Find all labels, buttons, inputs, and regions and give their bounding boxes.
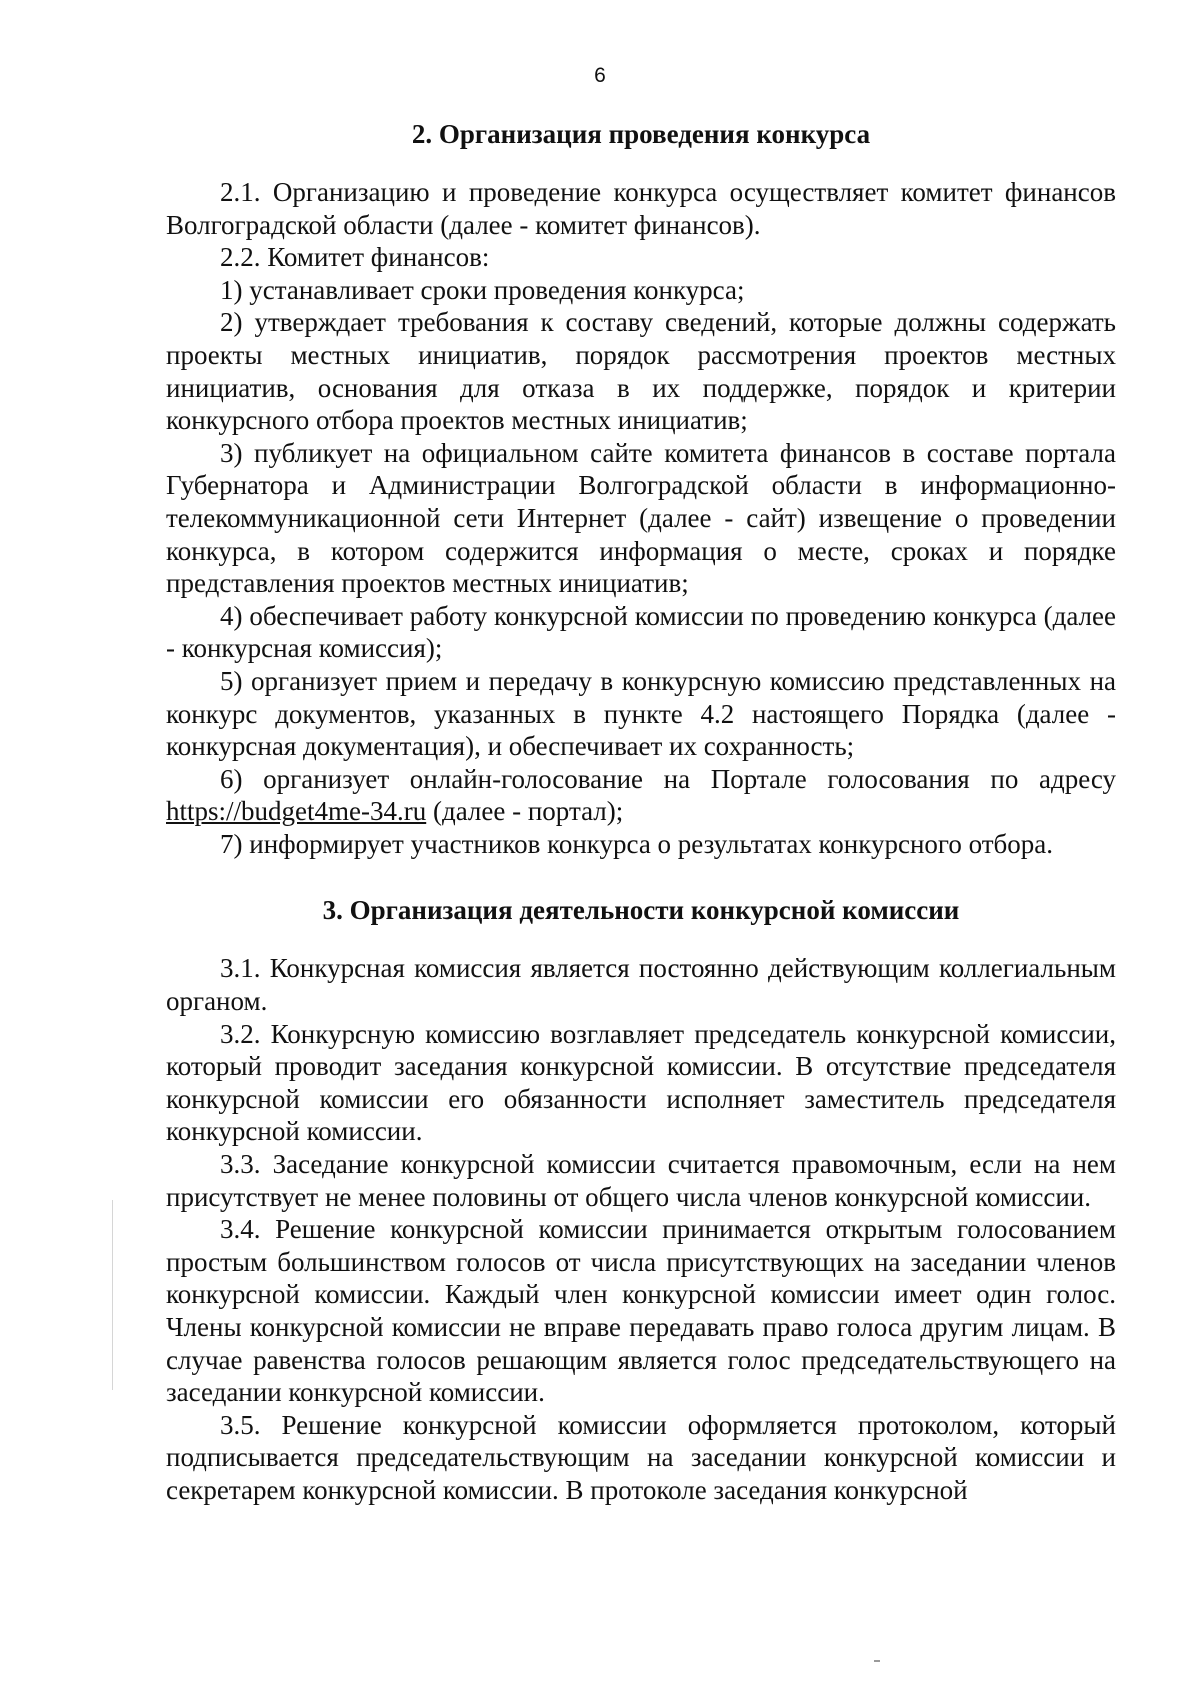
section-2-heading: 2. Организация проведения конкурса [411,119,871,149]
section-3-heading: 3. Организация деятельности конкурсной комиссии [322,895,960,926]
list-item-5: 5) организует прием и передачу в конкурсную комиссию представленных на конкурс документов, указанных в пункте 4.2 настоящего Порядка (далее - конкурсная документация), и обеспечивает их сохранность; [166,665,1116,762]
document-body [166,118,1116,1507]
list-item-1: 1) устанавливает сроки проведения конкурса; [220,274,745,305]
paragraph-3-5: 3.5. Решение конкурсной комиссии оформляется протоколом, который подписывается председательствующим на заседании конкурсной комиссии и секретарем конкурсной комиссии. В протоколе заседания конкурсной [166,1409,1116,1505]
list-item-6 [166,763,1116,828]
paragraph-2-2: 2.2. Комитет финансов: [220,242,490,273]
list-item-6-text: 6) организует онлайн-голосование на Портале голосования по адресу [220,763,1116,794]
list-item-7: 7) информирует участников конкурса о результатах конкурсного отбора. [220,828,1053,859]
list-item-6-suffix: (далее - портал); [426,796,624,827]
paragraph-3-1: 3.1. Конкурсная комиссия является постоянно действующим коллегиальным органом. [166,953,1116,1017]
scan-artifact-dot [874,1660,880,1662]
page-number: 6 [594,64,606,87]
list-item-4: 4) обеспечивает работу конкурсной комиссии по проведению конкурса (далее - конкурсная комиссия); [166,600,1116,664]
paragraph-3-3: 3.3. Заседание конкурсной комиссии считается правомочным, если на нем присутствует не менее половины от общего числа членов конкурсной комиссии. [166,1149,1116,1212]
paragraph-3-2: 3.2. Конкурсную комиссию возглавляет председатель конкурсной комиссии, который проводит заседания конкурсной комиссии. В отсутствие председателя конкурсной комиссии его обязанности исполняет заместитель председателя конкурсной комиссии. [166,1018,1116,1147]
paragraph-2-1: 2.1. Организацию и проведение конкурса осуществляет комитет финансов Волгоградской области (далее - комитет финансов). [166,177,1116,240]
scan-artifact-line [112,1200,113,1390]
paragraph-3-4: 3.4. Решение конкурсной комиссии принимается открытым голосованием простым большинством голосов от числа присутствующих на заседании членов конкурсной комиссии. Каждый член конкурсной комиссии имеет один голос. Члены конкурсной комиссии не вправе передавать право голоса другим лицам. В случае равенства голосов решающим является голос председательствующего на заседании конкурсной комиссии. [166,1214,1116,1408]
voting-portal-link[interactable]: https://budget4me-34.ru [166,796,427,827]
list-item-2: 2) утверждает требования к составу сведений, которые должны содержать проекты местных инициатив, порядок рассмотрения проектов местных инициатив, основания для отказа в их поддержке, порядок и критерии конкурсного отбора проектов местных инициатив; [166,307,1116,436]
list-item-3: 3) публикует на официальном сайте комитета финансов в составе портала Губернатора и Администрации Волгоградской области в информационно-телекоммуникационной сети Интернет (далее - сайт) извещение о проведении конкурса, в котором содержится информация о месте, сроках и порядке представления проектов местных инициатив; [166,437,1116,599]
